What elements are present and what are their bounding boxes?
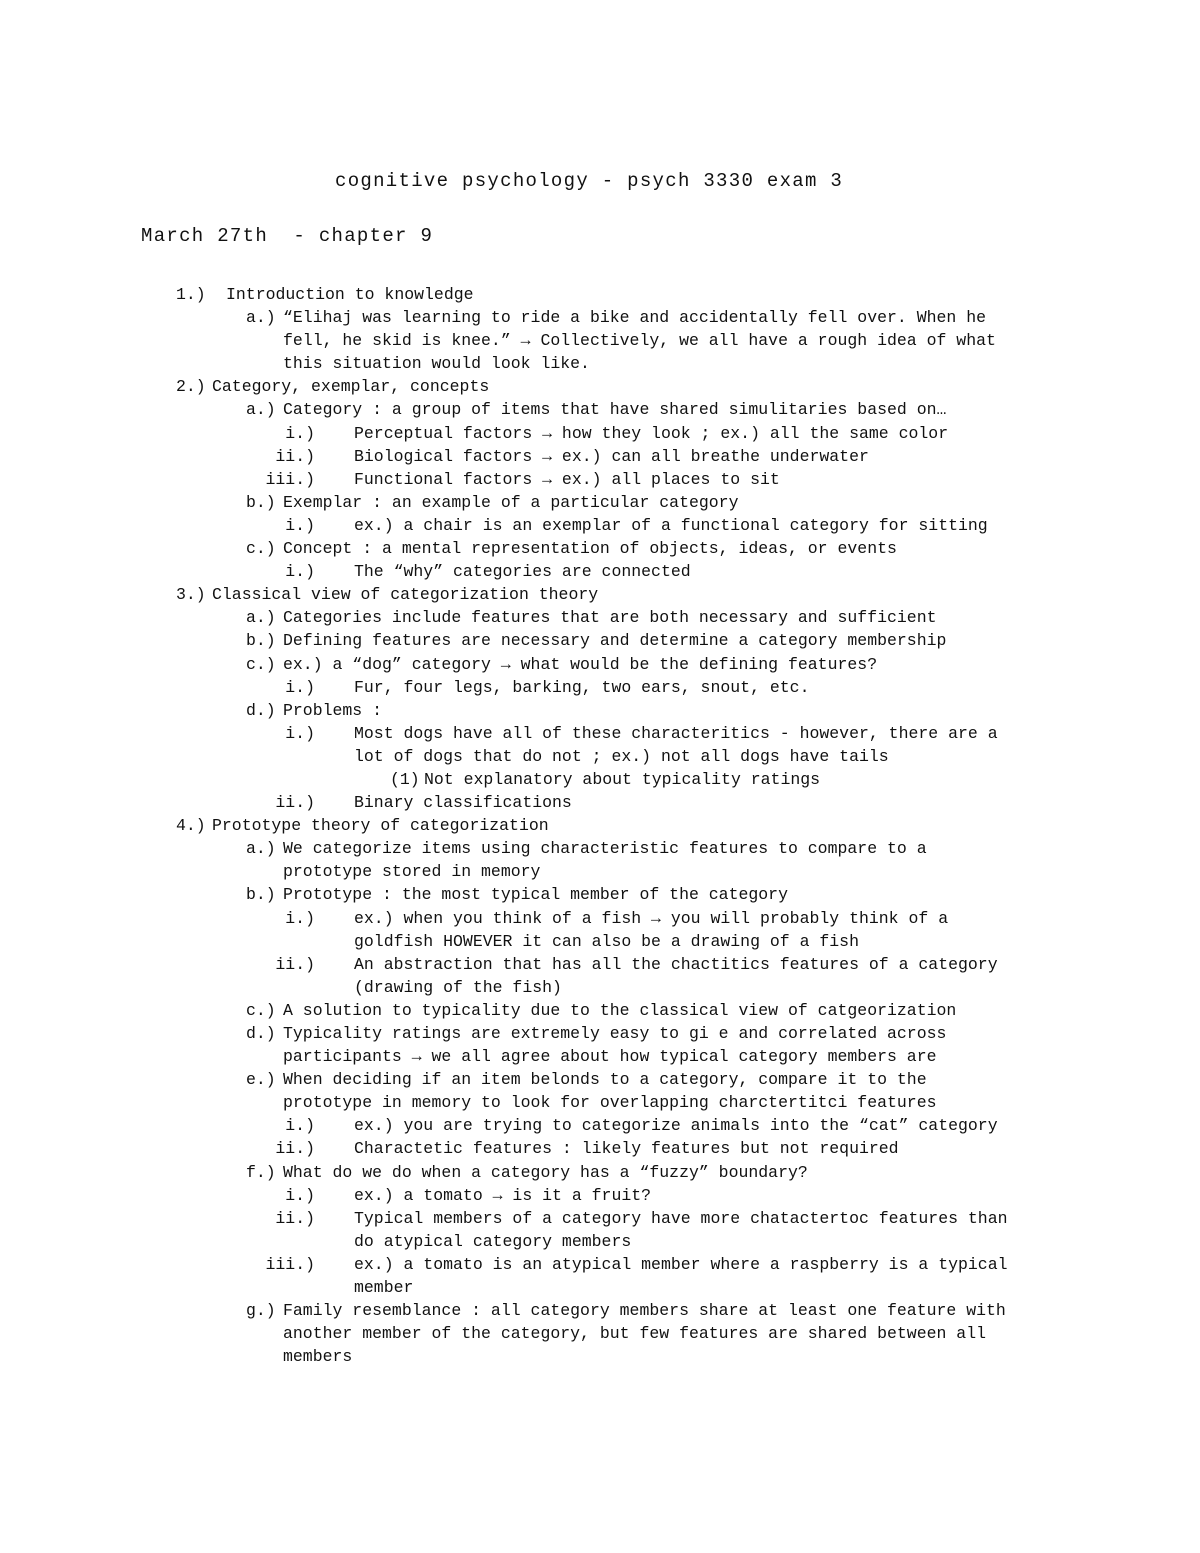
list-marker: c.) — [246, 1000, 276, 1020]
outline-item — [0, 283, 1200, 306]
list-text: participants → we all agree about how typical category members are — [283, 1047, 937, 1067]
outline-item — [0, 814, 1200, 837]
list-marker: f.) — [246, 1162, 276, 1182]
list-marker: i.) — [285, 515, 315, 535]
list-marker: c.) — [246, 654, 276, 674]
list-text: Binary classifications — [354, 793, 572, 813]
list-marker: i.) — [285, 723, 315, 743]
outline-continuation — [0, 930, 1200, 953]
list-marker: g.) — [246, 1301, 276, 1321]
list-text: Introduction to knowledge — [226, 285, 474, 304]
list-marker: i.) — [285, 1116, 315, 1136]
outline-continuation — [0, 860, 1200, 883]
outline-item — [0, 1114, 1200, 1137]
outline-item — [0, 722, 1200, 745]
list-marker: ii.) — [275, 1208, 315, 1228]
list-text: What do we do when a category has a “fuzzy” boundary? — [283, 1162, 808, 1182]
outline-item — [0, 1207, 1200, 1230]
list-marker: i.) — [285, 677, 315, 697]
list-marker: iii.) — [265, 1254, 315, 1274]
list-marker: ii.) — [275, 793, 315, 813]
outline-item — [0, 1299, 1200, 1322]
outline-continuation — [0, 1230, 1200, 1253]
list-text: Category : a group of items that have shared simulitaries based on… — [283, 400, 947, 420]
outline-continuation — [0, 1045, 1200, 1068]
list-text: Prototype : the most typical member of the category — [283, 885, 788, 905]
outline-item — [0, 583, 1200, 606]
list-text: An abstraction that has all the chactitics features of a category — [354, 954, 998, 974]
list-text: Prototype theory of categorization — [212, 816, 549, 836]
list-text: The “why” categories are connected — [354, 562, 691, 582]
outline-item — [0, 468, 1200, 491]
list-text: member — [354, 1278, 414, 1298]
list-text: “Elihaj was learning to ride a bike and accidentally fell over. When he — [283, 308, 987, 328]
list-text: members — [283, 1347, 353, 1367]
list-marker: 1.) — [176, 285, 206, 304]
list-text: Problems : — [283, 700, 383, 720]
outline-continuation — [0, 1276, 1200, 1299]
list-marker: a.) — [246, 308, 276, 328]
list-text: Fur, four legs, barking, two ears, snout, etc. — [354, 677, 810, 697]
outline-item — [0, 907, 1200, 930]
section-heading: March 27th - chapter 9 — [141, 225, 434, 247]
list-text: Classical view of categorization theory — [212, 585, 599, 605]
list-text: (drawing of the fish) — [354, 977, 562, 997]
outline-continuation — [0, 329, 1200, 352]
outline-item — [0, 375, 1200, 398]
outline-item — [0, 398, 1200, 421]
list-marker: i.) — [285, 423, 315, 443]
outline-item — [0, 606, 1200, 629]
outline-continuation — [0, 745, 1200, 768]
outline-continuation — [0, 1322, 1200, 1345]
list-text: Perceptual factors → how they look ; ex.) all the same color — [354, 423, 949, 443]
list-text: Categories include features that are both necessary and sufficient — [283, 608, 937, 628]
list-marker: (1) — [390, 769, 420, 789]
list-marker: d.) — [246, 700, 276, 720]
list-marker: b.) — [246, 631, 276, 651]
outline-item — [0, 1253, 1200, 1276]
list-marker: iii.) — [265, 469, 315, 489]
list-text: Typicality ratings are extremely easy to gi e and correlated across — [283, 1024, 947, 1043]
outline-item — [0, 883, 1200, 906]
list-text: We categorize items using characteristic features to compare to a — [283, 839, 927, 859]
outline-item — [0, 699, 1200, 722]
list-text: Typical members of a category have more chatactertoc features than — [354, 1208, 1008, 1228]
outline-continuation — [0, 352, 1200, 375]
list-text: this situation would look like. — [283, 354, 590, 374]
list-text: prototype stored in memory — [283, 862, 541, 882]
document-title: cognitive psychology - psych 3330 exam 3 — [335, 170, 844, 192]
outline-item — [0, 653, 1200, 676]
list-text: do atypical category members — [354, 1231, 632, 1251]
outline-item — [0, 1022, 1200, 1045]
list-text: Not explanatory about typicality ratings — [424, 769, 821, 789]
list-marker: ii.) — [275, 1139, 315, 1159]
notes-outline — [0, 283, 1200, 1368]
outline-item — [0, 422, 1200, 445]
outline-continuation — [0, 1091, 1200, 1114]
list-text: ex.) when you think of a fish → you will probably think of a — [354, 908, 949, 928]
list-marker: d.) — [246, 1024, 276, 1043]
list-text: Most dogs have all of these characteritics - however, there are a — [354, 723, 998, 743]
outline-item — [0, 491, 1200, 514]
list-text: When deciding if an item belonds to a category, compare it to the — [283, 1070, 927, 1090]
list-text: ex.) a “dog” category → what would be the defining features? — [283, 654, 878, 674]
outline-item — [0, 445, 1200, 468]
list-marker: b.) — [246, 885, 276, 905]
list-marker: 4.) — [176, 816, 206, 836]
list-marker: 2.) — [176, 377, 206, 397]
list-marker: a.) — [246, 839, 276, 859]
list-text: Biological factors → ex.) can all breathe underwater — [354, 446, 869, 466]
list-text: Charactetic features : likely features but not required — [354, 1139, 899, 1159]
list-marker: ii.) — [275, 446, 315, 466]
list-text: Family resemblance : all category members share at least one feature with — [283, 1301, 1006, 1321]
list-text: goldfish HOWEVER it can also be a drawing of a fish — [354, 931, 859, 951]
list-marker: c.) — [246, 539, 276, 559]
list-marker: i.) — [285, 908, 315, 928]
outline-item — [0, 514, 1200, 537]
outline-item — [0, 629, 1200, 652]
outline-continuation — [0, 976, 1200, 999]
outline-item — [0, 768, 1200, 791]
list-marker: b.) — [246, 492, 276, 512]
list-marker: e.) — [246, 1070, 276, 1090]
list-marker: ii.) — [275, 954, 315, 974]
list-marker: i.) — [285, 1185, 315, 1205]
outline-item — [0, 791, 1200, 814]
outline-item — [0, 306, 1200, 329]
list-text: fell, he skid is knee.” → Collectively, we all have a rough idea of what — [283, 331, 996, 351]
outline-item — [0, 1068, 1200, 1091]
list-text: lot of dogs that do not ; ex.) not all dogs have tails — [354, 746, 889, 766]
list-marker: a.) — [246, 400, 276, 420]
list-text: Category, exemplar, concepts — [212, 377, 490, 397]
outline-item — [0, 1161, 1200, 1184]
outline-item — [0, 560, 1200, 583]
list-marker: a.) — [246, 608, 276, 628]
list-marker: 3.) — [176, 585, 206, 605]
list-text: A solution to typicality due to the classical view of catgeorization — [283, 1000, 957, 1020]
outline-continuation — [0, 1345, 1200, 1368]
outline-item — [0, 537, 1200, 560]
list-text: ex.) you are trying to categorize animals into the “cat” category — [354, 1116, 998, 1136]
list-text: Functional factors → ex.) all places to sit — [354, 469, 780, 489]
list-text: ex.) a chair is an exemplar of a functional category for sitting — [354, 515, 988, 535]
list-text: prototype in memory to look for overlapping charctertitci features — [283, 1093, 937, 1113]
list-text: Defining features are necessary and determine a category membership — [283, 631, 947, 651]
outline-item — [0, 953, 1200, 976]
list-text: ex.) a tomato is an atypical member where a raspberry is a typical — [354, 1254, 1008, 1274]
outline-item — [0, 1137, 1200, 1160]
list-text: another member of the category, but few features are shared between all — [283, 1324, 987, 1344]
list-marker: i.) — [285, 562, 315, 582]
list-text: Concept : a mental representation of objects, ideas, or events — [283, 539, 897, 559]
list-text: ex.) a tomato → is it a fruit? — [354, 1185, 652, 1205]
outline-item — [0, 1184, 1200, 1207]
outline-item — [0, 837, 1200, 860]
list-text: Exemplar : an example of a particular category — [283, 492, 739, 512]
outline-item — [0, 676, 1200, 699]
outline-item — [0, 999, 1200, 1022]
